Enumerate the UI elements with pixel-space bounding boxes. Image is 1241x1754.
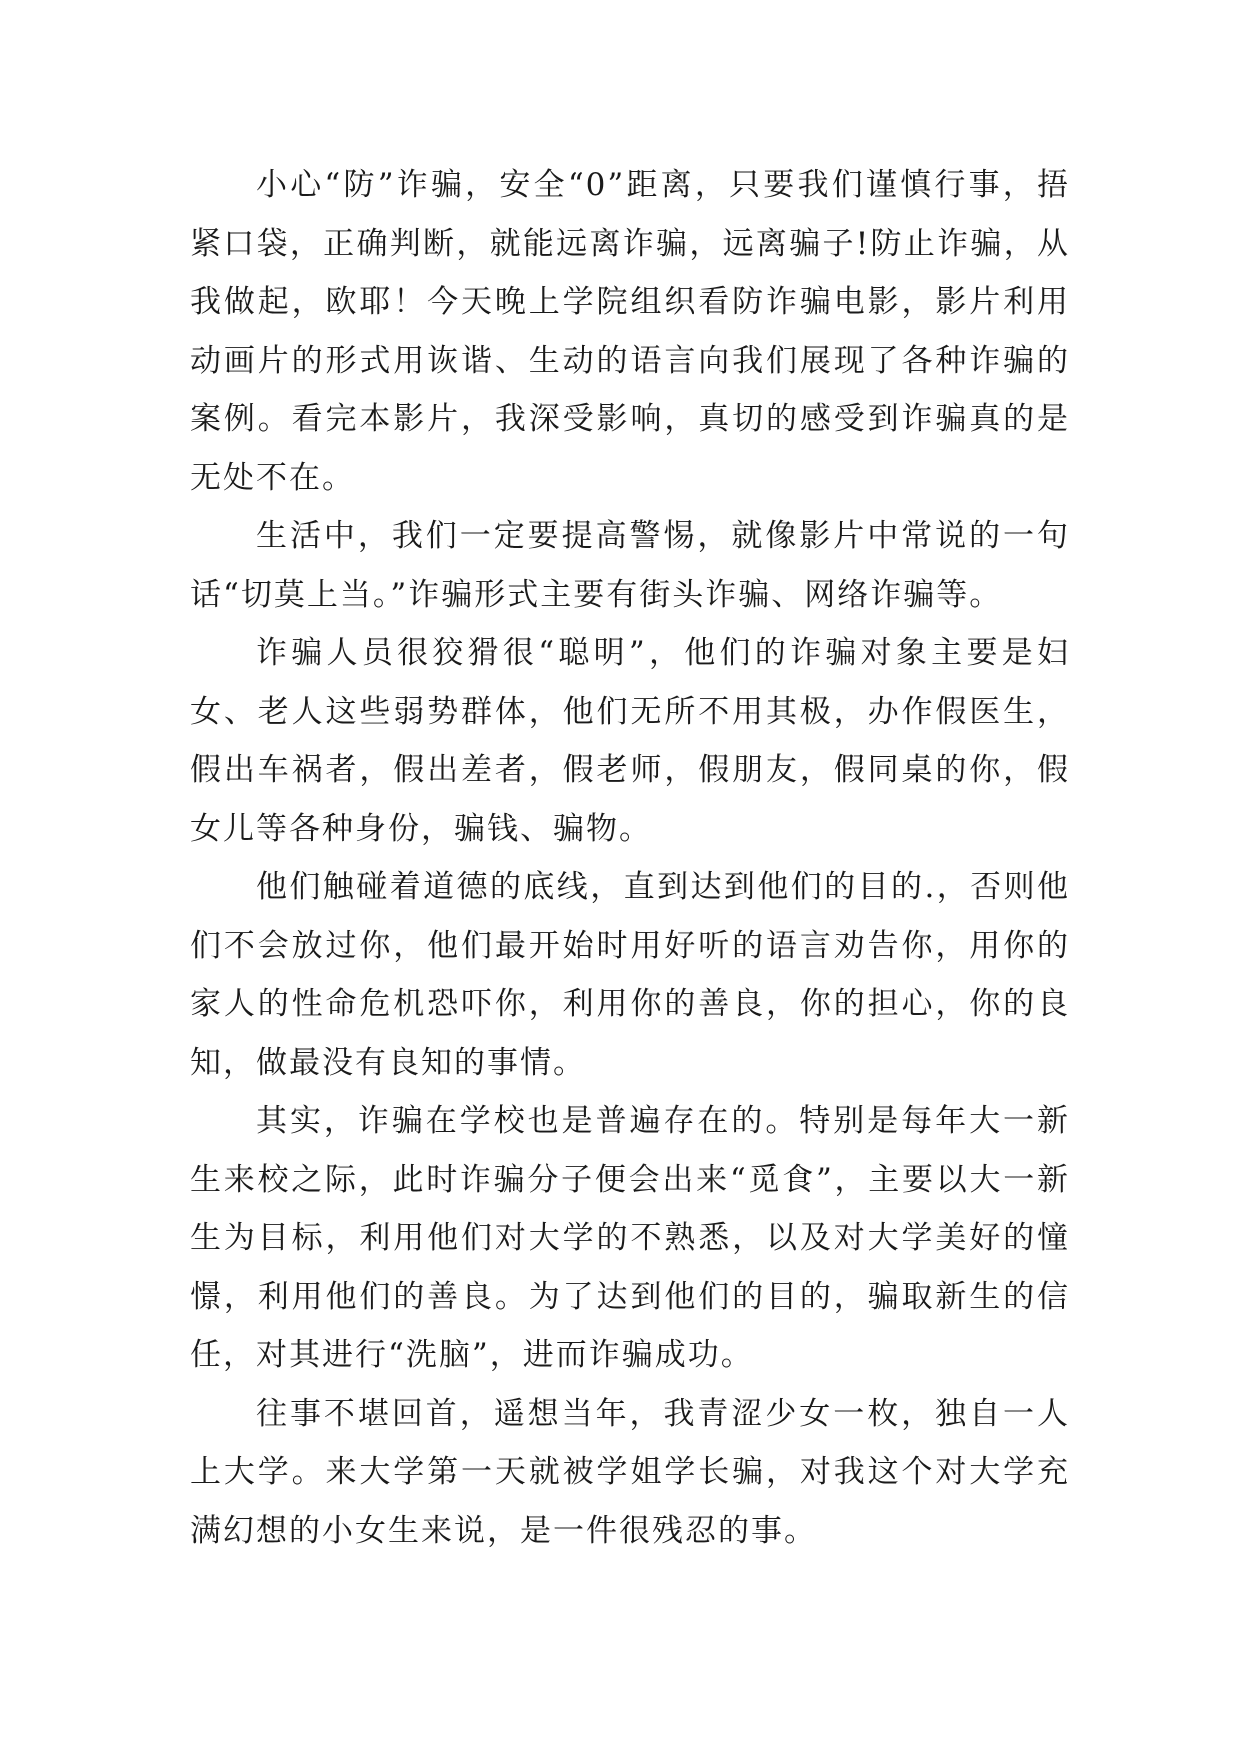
paragraph-4: 他们触碰着道德的底线，直到达到他们的目的.，否则他们不会放过你，他们最开始时用好听的语言劝告你，用你的家人的性命危机恐吓你，利用你的善良，你的担心，你的良知，做最没有良知的事情。 bbox=[190, 869, 1070, 1081]
paragraph-1: 小心“防”诈骗，安全“0”距离，只要我们谨慎行事，捂紧口袋，正确判断，就能远离诈骗，远离骗子!防止诈骗，从我做起，欧耶！今天晚上学院组织看防诈骗电影，影片利用动画片的形式用诙谐、生动的语言向我们展现了各种诈骗的案例。看完本影片，我深受影响，真切的感受到诈骗真的是无处不在。 bbox=[190, 167, 1070, 496]
paragraph-5: 其实，诈骗在学校也是普遍存在的。特别是每年大一新生来校之际，此时诈骗分子便会出来“觅食”，主要以大一新生为目标，利用他们对大学的不熟悉，以及对大学美好的憧憬，利用他们的善良。为了达到他们的目的，骗取新生的信任，对其进行“洗脑”，进而诈骗成功。 bbox=[190, 1103, 1070, 1373]
document-body bbox=[190, 156, 1070, 1560]
paragraph-6: 往事不堪回首，遥想当年，我青涩少女一枚，独自一人上大学。来大学第一天就被学姐学长骗，对我这个对大学充满幻想的小女生来说，是一件很残忍的事。 bbox=[190, 1395, 1070, 1549]
paragraph-3: 诈骗人员很狡猾很“聪明”，他们的诈骗对象主要是妇女、老人这些弱势群体，他们无所不用其极，办作假医生，假出车祸者，假出差者，假老师，假朋友，假同桌的你，假女儿等各种身份，骗钱、骗物。 bbox=[190, 635, 1070, 847]
paragraph-2: 生活中，我们一定要提高警惕，就像影片中常说的一句话“切莫上当。”诈骗形式主要有街头诈骗、网络诈骗等。 bbox=[190, 518, 1070, 613]
